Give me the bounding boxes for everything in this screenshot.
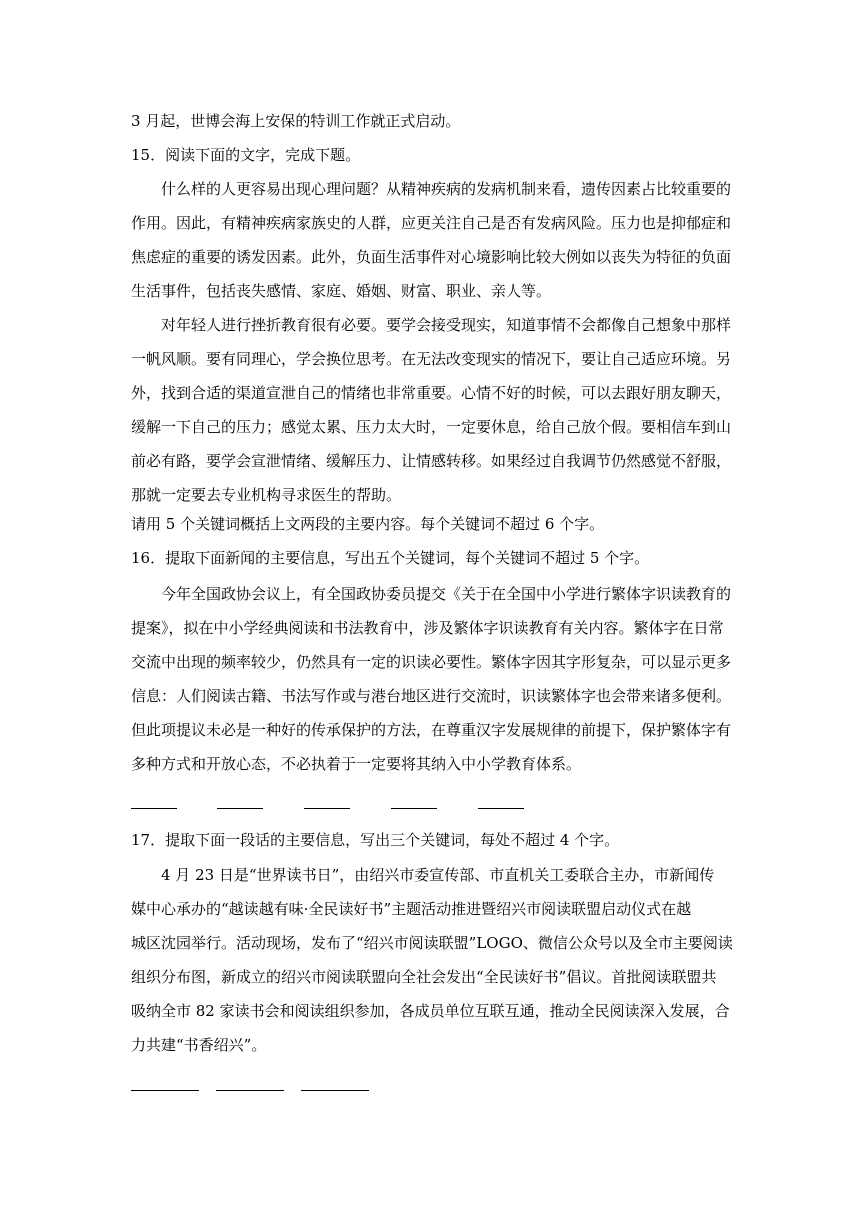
text-line: 焦虑症的重要的诱发因素。此外，负面生活事件对心境影响比较大例如以丧失为特征的负面 <box>131 248 732 266</box>
text-line: 多种方式和开放心态，不必执着于一定要将其纳入中小学教育体系。 <box>131 755 582 773</box>
text-line: 信息：人们阅读古籍、书法写作或与港台地区进行交流时，识读繁体字也会带来诸多便利。 <box>131 687 732 705</box>
text-line: 4 月 23 日是“世界读书日”，由绍兴市委宣传部、市直机关工委联合主办，市新闻传 <box>161 866 715 884</box>
text-line: 媒中心承办的“越读越有味·全民读好书”主题活动推进暨绍兴市阅读联盟启动仪式在越 <box>131 900 692 918</box>
answer-blank[interactable] <box>304 808 350 809</box>
text-line: 组织分布图，新成立的绍兴市阅读联盟向全社会发出“全民读好书”倡议。首批阅读联盟共 <box>131 968 717 986</box>
question-16-heading: 16．提取下面新闻的主要信息，写出五个关键词，每个关键词不超过 5 个字。 <box>131 549 650 567</box>
text-line: 一帆风顺。要有同理心，学会换位思考。在无法改变现实的情况下，要让自己适应环境。另 <box>131 350 732 368</box>
text-line: 对年轻人进行挫折教育很有必要。要学会接受现实，知道事情不会都像自己想象中那样 <box>161 316 732 334</box>
answer-blank[interactable] <box>131 1090 199 1091</box>
text-line: 生活事件，包括丧失感情、家庭、婚姻、财富、职业、亲人等。 <box>131 282 552 300</box>
question-15-heading: 15．阅读下面的文字，完成下题。 <box>131 146 361 164</box>
answer-blank[interactable] <box>217 808 263 809</box>
question-17-heading: 17．提取下面一段话的主要信息，写出三个关键词，每处不超过 4 个字。 <box>131 831 620 849</box>
text-line: 城区沈园举行。活动现场，发布了“绍兴市阅读联盟”LOGO、微信公众号以及全市主要阅读 <box>131 934 733 952</box>
answer-blank[interactable] <box>391 808 437 809</box>
text-line: 作用。因此，有精神疾病家族史的人群，应更关注自己是否有发病风险。压力也是抑郁症和 <box>131 214 732 232</box>
question-15-instruction: 请用 5 个关键词概括上文两段的主要内容。每个关键词不超过 6 个字。 <box>131 515 605 533</box>
text-line: 那就一定要去专业机构寻求医生的帮助。 <box>131 486 402 504</box>
text-line: 什么样的人更容易出现心理问题？从精神疾病的发病机制来看，遗传因素占比较重要的 <box>161 180 732 198</box>
text-line: 但此项提议未必是一种好的传承保护的方法，在尊重汉字发展规律的前提下，保护繁体字有 <box>131 721 732 739</box>
answer-blanks-q16 <box>131 808 731 810</box>
answer-blank[interactable] <box>301 1090 369 1091</box>
text-line: 提案》，拟在中小学经典阅读和书法教育中，涉及繁体字识读教育有关内容。繁体字在日常 <box>131 619 724 637</box>
answer-blank[interactable] <box>216 1090 284 1091</box>
text-line: 力共建“书香绍兴”。 <box>131 1036 267 1054</box>
answer-blank[interactable] <box>131 808 177 809</box>
text-line: 外，找到合适的渠道宣泄自己的情绪也非常重要。心情不好的时候，可以去跟好朋友聊天， <box>131 384 732 402</box>
text-line: 交流中出现的频率较少，仍然具有一定的识读必要性。繁体字因其字形复杂，可以显示更多 <box>131 653 732 671</box>
text-line: 缓解一下自己的压力；感觉太累、压力太大时，一定要休息，给自己放个假。要相信车到山 <box>131 418 732 436</box>
text-line: 前必有路，要学会宣泄情绪、缓解压力、让情感转移。如果经过自我调节仍然感觉不舒服， <box>131 452 732 470</box>
text-line: 吸纳全市 82 家读书会和阅读组织参加，各成员单位互联互通，推动全民阅读深入发展，合 <box>131 1002 730 1020</box>
answer-blanks-q17 <box>131 1090 731 1092</box>
text-line: 3 月起，世博会海上安保的特训工作就正式启动。 <box>131 112 461 130</box>
text-line: 今年全国政协会议上，有全国政协委员提交《关于在全国中小学进行繁体字识读教育的 <box>161 585 732 603</box>
answer-blank[interactable] <box>478 808 524 809</box>
